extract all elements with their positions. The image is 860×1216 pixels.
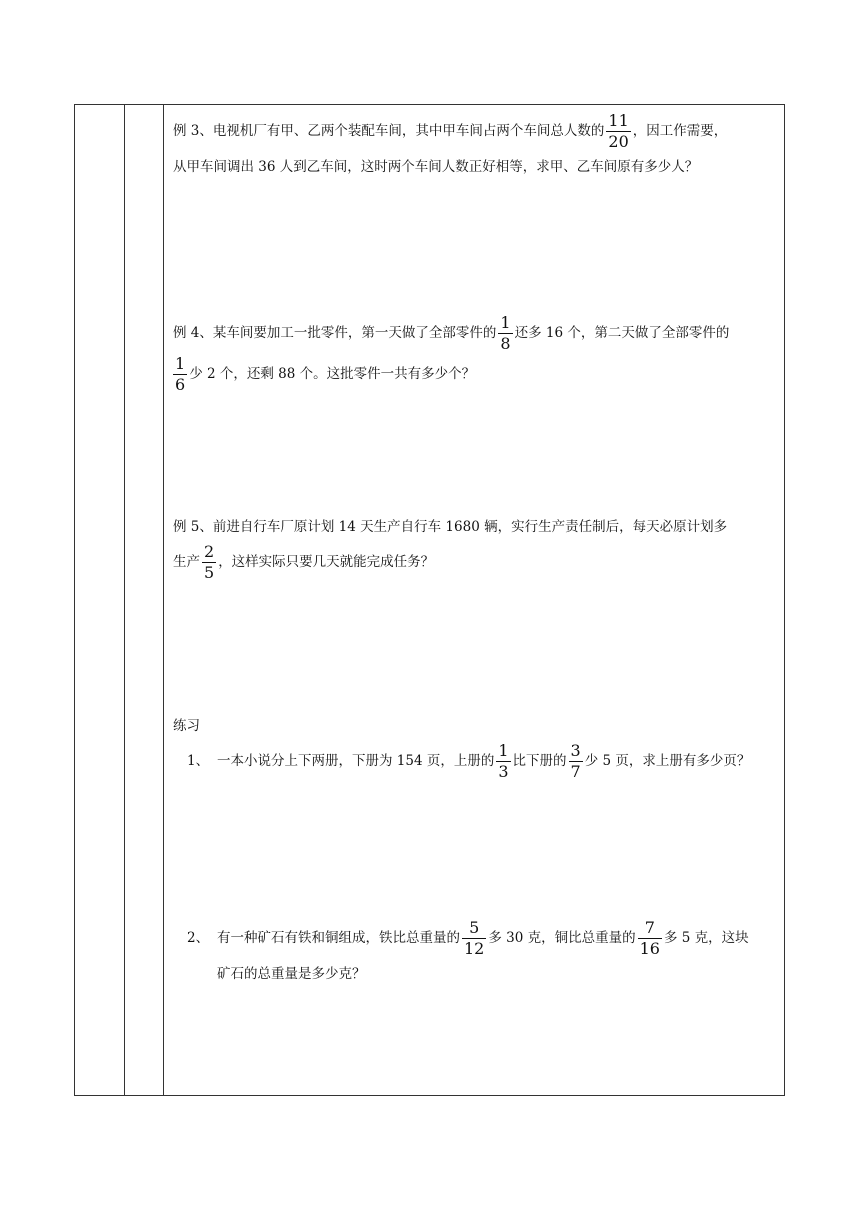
practice-question-1: 1、 一本小说分上下两册，下册为 154 页，上册的 $\frac{1}{3}$ 比下册的 $\frac{3}{7}$ 少 5 页，求上册有多少页？ bbox=[187, 741, 751, 781]
example-5-line-1: 例 5、前进自行车厂原计划 14 天生产自行车 1680 辆，实行生产责任制后，每天必原计划多 bbox=[173, 519, 728, 535]
content-cell bbox=[173, 105, 776, 1095]
example-5 bbox=[173, 510, 776, 581]
example-4-line-1: 例 4、某车间要加工一批零件，第一天做了全部零件的 $\frac{1}{8}$ 还多 16 个，第二天做了全部零件的 bbox=[173, 313, 730, 353]
practice-question-2-line-2: 矿石的总重量是多少克？ bbox=[217, 966, 366, 982]
worksheet-table bbox=[74, 104, 785, 1096]
practice-heading: 练习 bbox=[173, 718, 200, 734]
example-3-line-1: 例 3、电视机厂有甲、乙两个装配车间，其中甲车间占两个车间总人数的 $\frac{11}{20}$ ，因工作需要， bbox=[173, 111, 728, 151]
practice-section bbox=[173, 709, 776, 780]
example-5-line-2: 生产 $\frac{2}{5}$ ，这样实际只要几天就能完成任务？ bbox=[173, 542, 435, 582]
fraction-11-20: $\frac{11}{20}$ bbox=[608, 111, 629, 151]
practice-question-2 bbox=[173, 920, 776, 991]
table-column-divider-2 bbox=[163, 105, 164, 1095]
fraction-1-3: $\frac{1}{3}$ bbox=[498, 741, 509, 781]
practice-question-2-line-1: 2、 有一种矿石有铁和铜组成，铁比总重量的 $\frac{5}{12}$ 多 30 克，铜比总重量的 $\frac{7}{16}$ 多 5 克，这块 bbox=[187, 918, 749, 958]
example-4-line-2: $\frac{1}{6}$ 少 2 个，还剩 88 个。这批零件一共有多少个？ bbox=[175, 354, 476, 394]
fraction-5-12: $\frac{5}{12}$ bbox=[464, 918, 485, 958]
example-3-line-2: 从甲车间调出 36 人到乙车间，这时两个车间人数正好相等，求甲、乙车间原有多少人？ bbox=[173, 159, 699, 175]
fraction-7-16: $\frac{7}{16}$ bbox=[639, 918, 660, 958]
fraction-2-5: $\frac{2}{5}$ bbox=[204, 542, 215, 582]
example-4 bbox=[173, 315, 776, 393]
fraction-1-6: $\frac{1}{6}$ bbox=[175, 354, 186, 394]
fraction-3-7: $\frac{3}{7}$ bbox=[570, 741, 581, 781]
example-3 bbox=[173, 113, 776, 184]
fraction-1-8: $\frac{1}{8}$ bbox=[500, 313, 511, 353]
table-column-divider-1 bbox=[124, 105, 125, 1095]
